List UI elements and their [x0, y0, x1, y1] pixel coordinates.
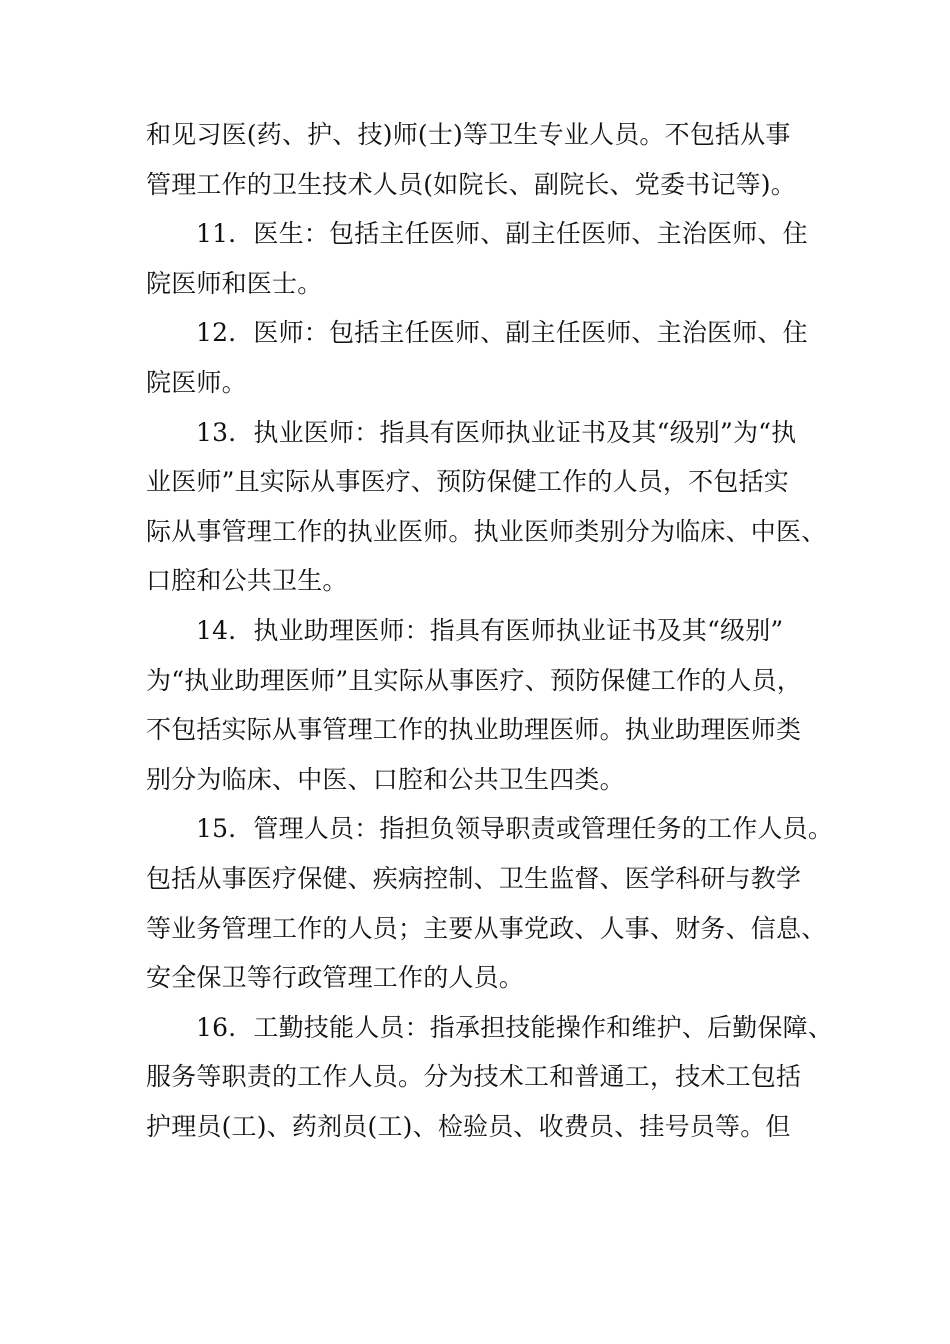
text-line: 服务等职责的工作人员。分为技术工和普通工，技术工包括 [146, 1062, 802, 1092]
text-line: 业医师”且实际从事医疗、预防保健工作的人员，不包括实 [146, 467, 789, 497]
text-line: 护理员(工)、药剂员(工)、检验员、收费员、挂号员等。但 [146, 1111, 791, 1141]
text-line: 际从事管理工作的执业医师。执业医师类别分为临床、中医、 [146, 516, 827, 546]
paragraph-start-line: 14．执业助理医师：指具有医师执业证书及其“级别” [196, 615, 784, 645]
paragraph-start-line: 12．医师：包括主任医师、副主任医师、主治医师、住 [196, 318, 808, 348]
paragraph-start-line: 16．工勤技能人员：指承担技能操作和维护、后勤保障、 [196, 1012, 834, 1042]
text-line: 不包括实际从事管理工作的执业助理医师。执业助理医师类 [146, 715, 802, 745]
text-line: 管理工作的卫生技术人员(如院长、副院长、党委书记等)。 [146, 169, 796, 199]
text-line: 别分为临床、中医、口腔和公共卫生四类。 [146, 764, 625, 794]
text-line: 和见习医(药、护、技)师(士)等卫生专业人员。不包括从事 [146, 120, 791, 149]
text-line: 包括从事医疗保健、疾病控制、卫生监督、医学科研与教学 [146, 863, 802, 893]
text-line: 安全保卫等行政管理工作的人员。 [146, 963, 525, 993]
text-line: 为“执业助理医师”且实际从事医疗、预防保健工作的人员， [146, 665, 802, 695]
text-line: 口腔和公共卫生。 [146, 566, 348, 596]
paragraph-start-line: 11．医生：包括主任医师、副主任医师、主治医师、住 [196, 219, 808, 249]
paragraph-start-line: 13．执业医师：指具有医师执业证书及其“级别”为“执 [196, 417, 797, 447]
document-body [146, 110, 834, 1151]
paragraph-start-line: 15．管理人员：指担负领导职责或管理任务的工作人员。 [196, 814, 834, 844]
text-line: 院医师。 [146, 367, 247, 397]
text-line: 院医师和医士。 [146, 268, 323, 298]
text-line: 等业务管理工作的人员；主要从事党政、人事、财务、信息、 [146, 913, 827, 943]
